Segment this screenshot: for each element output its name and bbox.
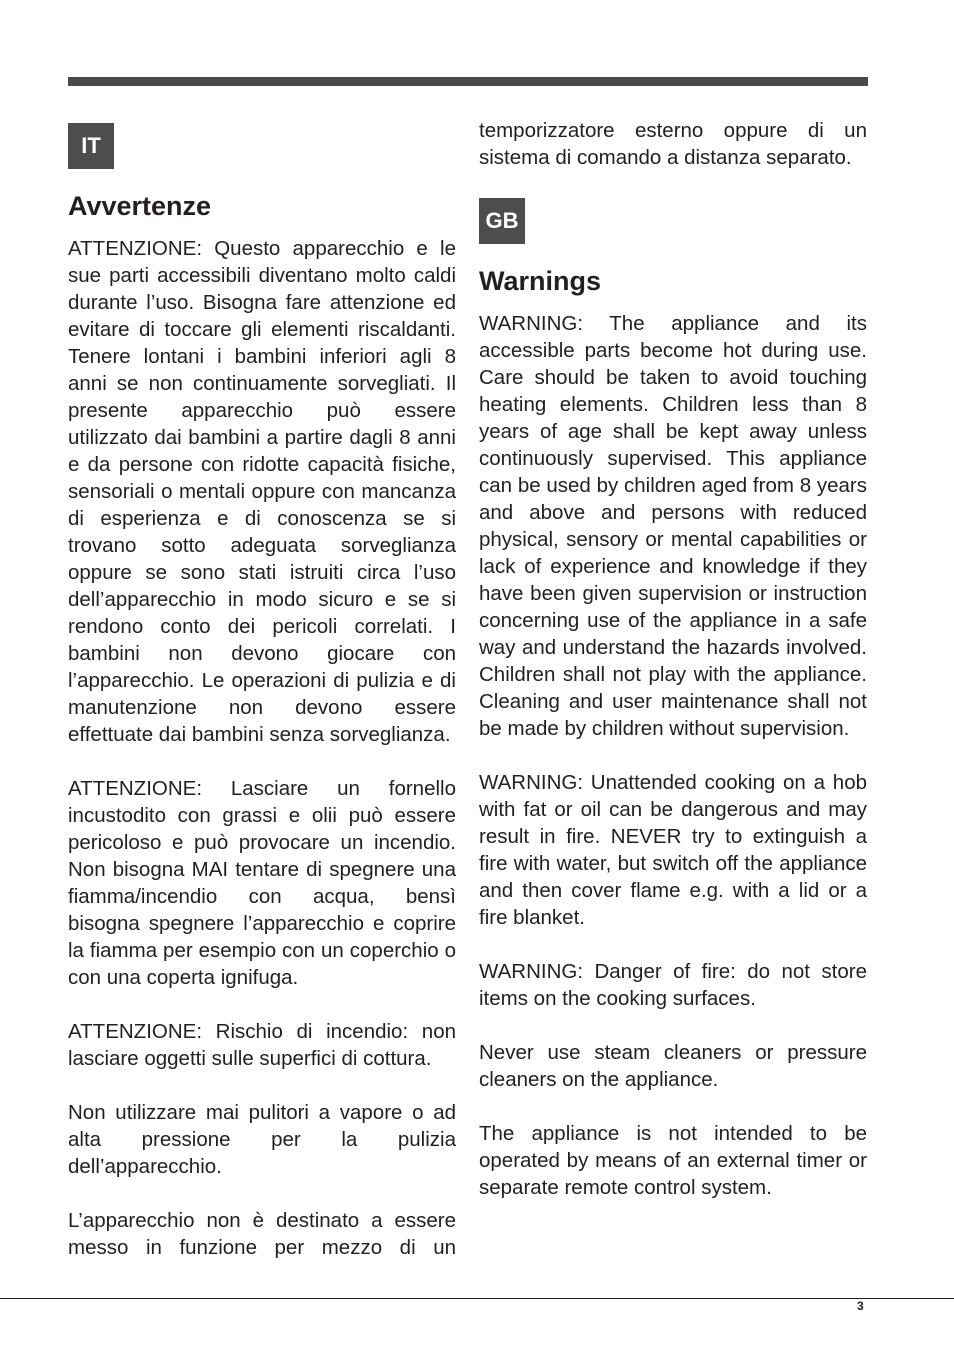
italian-paragraph-3: ATTENZIONE: Rischio di incendio: non lasciare oggetti sulle superfici di cottura. <box>68 1020 456 1070</box>
italian-paragraph-5: L’apparecchio non è destinato a essere messo in funzione per mezzo di un <box>68 1209 456 1259</box>
english-paragraph-4: Never use steam cleaners or pressure cleaners on the appliance. <box>479 1041 867 1091</box>
english-column <box>479 117 867 1228</box>
italian-paragraph-1: ATTENZIONE: Questo apparecchio e le sue parti accessibili diventano molto caldi durante l’uso. Bisogna fare attenzione ed evitare di toccare gli elementi riscaldanti. Tenere lontani i bambini inferiori agli 8 anni se non continuamente sorvegliati. Il presente apparecchio può essere utilizzato dai bambini a partire dagli 8 anni e da persone con ridotte capacità fisiche, sensoriali o mentali oppure con mancanza di esperienza e di conoscenza se si trovano sotto adeguata sorveglianza oppure se sono stati istruiti circa l’uso dell’apparecchio in modo sicuro e se si rendono conto dei pericoli correlati. I bambini non devono giocare con l’apparecchio. Le operazioni di pulizia e di manutenzione non devono essere effettuate dai bambini senza sorveglianza. <box>68 237 456 746</box>
italian-paragraph-4: Non utilizzare mai pulitori a vapore o ad alta pressione per la pulizia dell’apparecchio. <box>68 1101 456 1178</box>
lang-badge-gb: GB <box>479 198 525 244</box>
english-paragraph-3: WARNING: Danger of fire: do not store items on the cooking surfaces. <box>479 960 867 1010</box>
italian-heading: Avvertenze <box>68 191 212 221</box>
english-paragraph-2: WARNING: Unattended cooking on a hob with fat or oil can be dangerous and may result in fire. NEVER try to extinguish a fire with water, but switch off the appliance and then cover flame e.g. with a lid or a fire blanket. <box>479 771 867 929</box>
english-paragraph-5: The appliance is not intended to be operated by means of an external timer or separate remote control system. <box>479 1122 867 1199</box>
italian-paragraph-5-continued: temporizzatore esterno oppure di un sistema di comando a distanza separato. <box>479 119 867 169</box>
bottom-rule <box>0 1298 954 1299</box>
page-number: 3 <box>857 1299 864 1313</box>
top-rule <box>68 77 868 86</box>
english-heading: Warnings <box>479 266 602 296</box>
english-paragraph-1: WARNING: The appliance and its accessible parts become hot during use. Care should be taken to avoid touching heating elements. Children less than 8 years of age shall be kept away unless continuously supervised. This appliance can be used by children aged from 8 years and above and persons with reduced physical, sensory or mental capabilities or lack of experience and knowledge if they have been given supervision or instruction concerning use of the appliance in a safe way and understand the hazards involved. Children shall not play with the appliance. Cleaning and user maintenance shall not be made by children without supervision. <box>479 312 867 740</box>
italian-column <box>68 117 456 1288</box>
lang-badge-it: IT <box>68 123 114 169</box>
italian-paragraph-2: ATTENZIONE: Lasciare un fornello incustodito con grassi e olii può essere pericoloso e può provocare un incendio. Non bisogna MAI tentare di spegnere una fiamma/incendio con acqua, bensì bisogna spegnere l’apparecchio e coprire la fiamma per esempio con un coperchio o con una coperta ignifuga. <box>68 777 456 989</box>
